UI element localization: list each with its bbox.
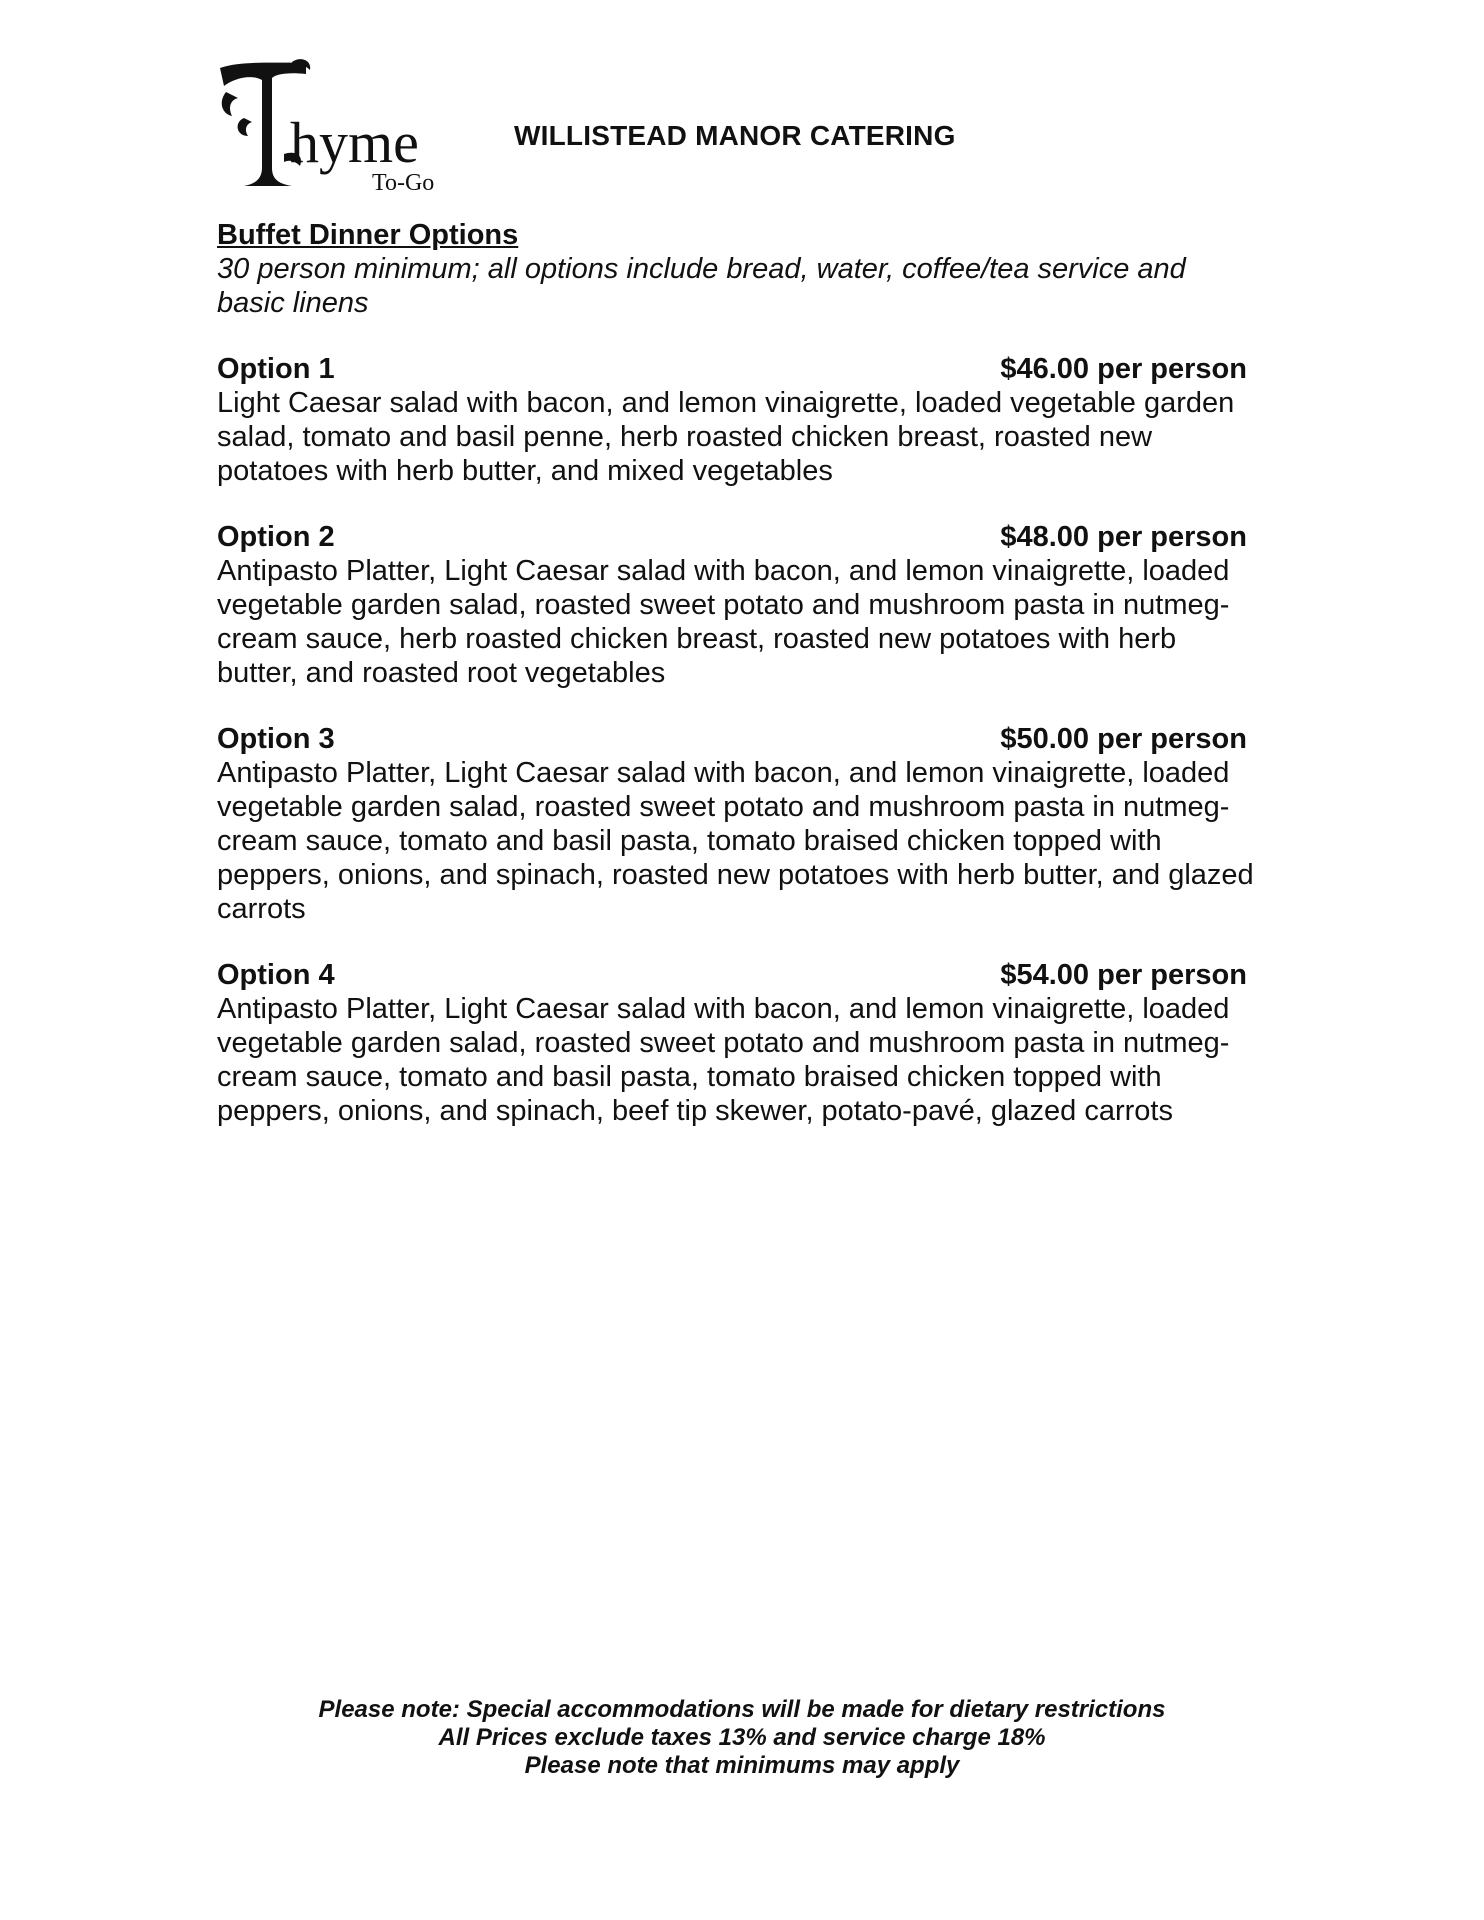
option-description: Antipasto Platter, Light Caesar salad with bacon, and lemon vinaigrette, loaded vegetable garden salad, roasted sweet potato and mushroom pasta in nutmeg-cream sauce, tomato and basil pasta, tomato braised chicken topped with peppers, onions, and spinach, roasted new potatoes with herb butter, and glazed carrots: [217, 757, 1254, 925]
option-name: Option 1: [217, 353, 335, 385]
section-subtitle: 30 person minimum; all options include bread, water, coffee/tea service and basic linens: [217, 253, 1186, 319]
dietary-note: Please note: Special accommodations will be made for dietary restrictions: [318, 1696, 1166, 1723]
option-description: Antipasto Platter, Light Caesar salad with bacon, and lemon vinaigrette, loaded vegetable garden salad, roasted sweet potato and mushroom pasta in nutmeg-cream sauce, herb roasted chicken breast, roasted new potatoes with herb butter, and roasted root vegetables: [217, 555, 1230, 689]
option-price: $48.00 per person: [1000, 521, 1247, 553]
option-3: [217, 722, 1257, 926]
option-name: Option 2: [217, 521, 335, 553]
minimums-note: Please note that minimums may apply: [524, 1752, 960, 1779]
thyme-to-go-logo: [214, 58, 446, 198]
menu-content: [217, 218, 1257, 1128]
section-title: Buffet Dinner Options: [217, 219, 519, 251]
option-4: [217, 958, 1257, 1128]
footer-notes: [0, 1696, 1484, 1780]
svg-text:hyme: hyme: [290, 110, 419, 175]
org-title: WILLISTEAD MANOR CATERING: [514, 120, 956, 151]
option-name: Option 3: [217, 723, 335, 755]
option-2: [217, 520, 1257, 690]
option-price: $46.00 per person: [1000, 353, 1247, 385]
option-1: [217, 352, 1257, 488]
option-price: $54.00 per person: [1000, 959, 1247, 991]
taxes-note: All Prices exclude taxes 13% and service charge 18%: [438, 1724, 1046, 1751]
option-description: Antipasto Platter, Light Caesar salad with bacon, and lemon vinaigrette, loaded vegetable garden salad, roasted sweet potato and mushroom pasta in nutmeg-cream sauce, tomato and basil pasta, tomato braised chicken topped with peppers, onions, and spinach, beef tip skewer, potato-pavé, glazed carrots: [217, 993, 1230, 1127]
option-description: Light Caesar salad with bacon, and lemon vinaigrette, loaded vegetable garden salad, tomato and basil penne, herb roasted chicken breast, roasted new potatoes with herb butter, and mixed vegetables: [217, 387, 1235, 487]
option-price: $50.00 per person: [1000, 723, 1247, 755]
option-name: Option 4: [217, 959, 335, 991]
svg-text:To-Go: To-Go: [372, 170, 435, 196]
